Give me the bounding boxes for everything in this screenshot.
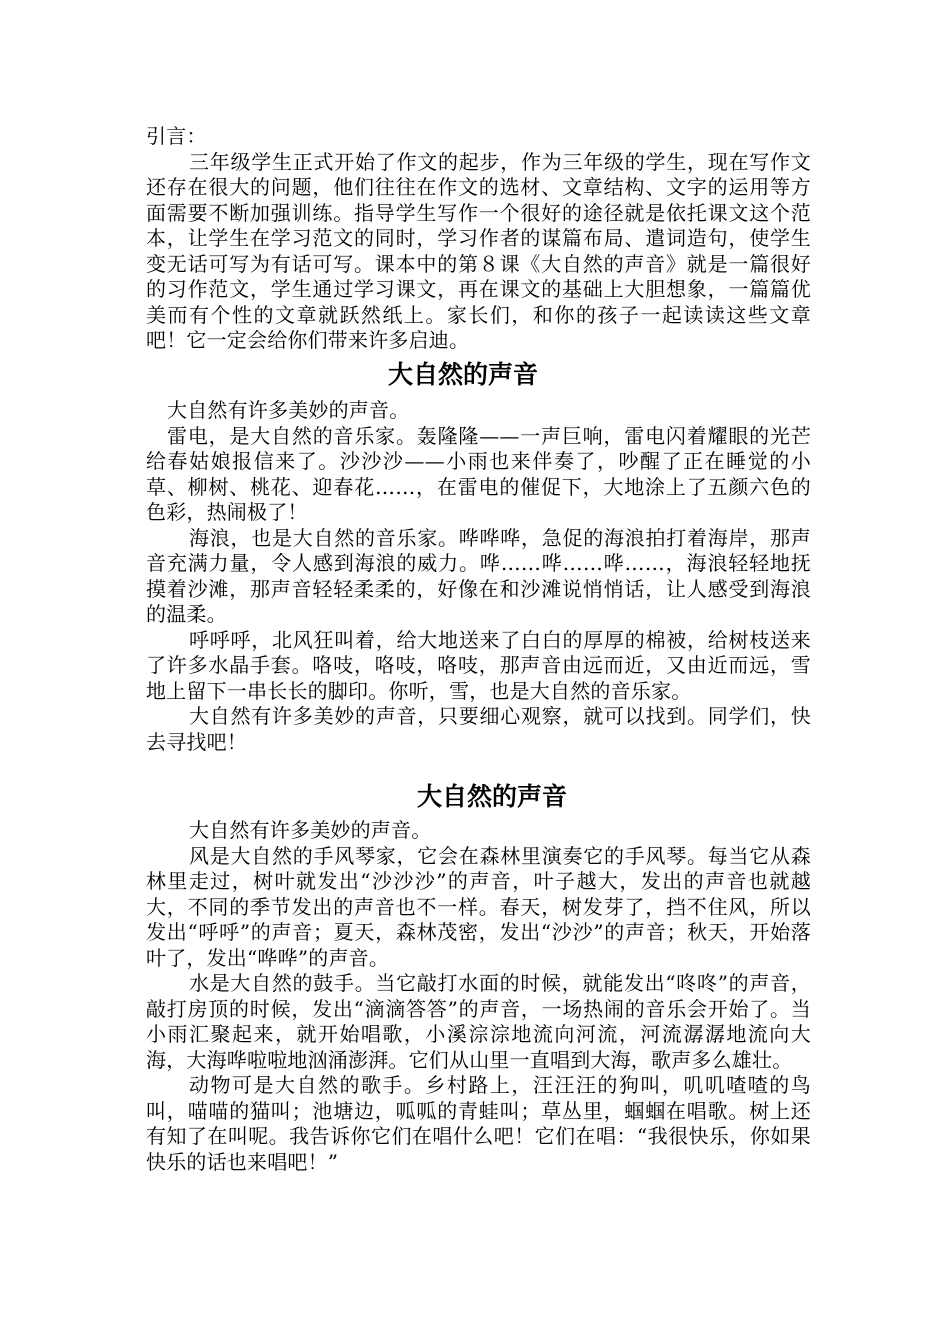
essay2-paragraph: 水是大自然的鼓手。当它敲打水面的时候，就能发出“咚咚”的声音，敲打房顶的时候，发出“滴滴答答”的声音，一场热闹的音乐会开始了。当小雨汇聚起来，就开始唱歌，小溪淙淙地流向河流，河流潺潺地流向大海，大海哗啦啦地汹涌澎湃。它们从山里一直唱到大海，歌声多么雄壮。 — [146, 971, 811, 1072]
essay2-body — [146, 818, 811, 1175]
essay2-title: 大自然的声音 — [417, 782, 568, 811]
essay2-paragraph: 动物可是大自然的歌手。乡村路上，汪汪汪的狗叫，叽叽喳喳的鸟叫，喵喵的猫叫；池塘边，呱呱的青蛙叫；草丛里，蝈蝈在唱歌。树上还有知了在叫呢。我告诉你它们在唱什么吧！它们在唱：“我很快乐，你如果快乐的话也来唱吧！” — [146, 1073, 811, 1174]
intro-paragraph: 三年级学生正式开始了作文的起步，作为三年级的学生，现在写作文还存在很大的问题，他们往往在作文的选材、文章结构、文字的运用等方面需要不断加强训练。指导学生写作一个很好的途径就是依托课文这个范本，让学生在学习范文的同时，学习作者的谋篇布局、遣词造句，使学生变无话可写为有话可写。课本中的第８课《大自然的声音》就是一篇很好的习作范文，学生通过学习课文，再在课文的基础上大胆想象，一篇篇优美而有个性的文章就跃然纸上。家长们，和你的孩子一起读读这些文章吧！它一定会给你们带来许多启迪。 — [146, 149, 811, 352]
essay1-paragraph: 雷电，是大自然的音乐家。轰隆隆——一声巨响，雷电闪着耀眼的光芒给春姑娘报信来了。沙沙沙——小雨也来伴奏了，吵醒了正在睡觉的小草、柳树、桃花、迎春花……，在雷电的催促下，大地涂上了五颜六色的色彩，热闹极了！ — [146, 423, 811, 524]
essay1-paragraph: 海浪，也是大自然的音乐家。哗哗哗，急促的海浪拍打着海岸，那声音充满力量，令人感到海浪的威力。哗……哗……哗……，海浪轻轻地抚摸着沙滩，那声音轻轻柔柔的，好像在和沙滩说悄悄话，让人感受到海浪的温柔。 — [146, 525, 811, 626]
intro-label: 引言： — [146, 124, 207, 148]
essay1-paragraph: 呼呼呼，北风狂叫着，给大地送来了白白的厚厚的棉被，给树枝送来了许多水晶手套。咯吱，咯吱，咯吱，那声音由远而近，又由近而远，雪地上留下一串长长的脚印。你听，雪，也是大自然的音乐家。 — [146, 627, 811, 703]
intro-section — [146, 124, 811, 354]
essay1-body — [146, 398, 811, 755]
essay1-title: 大自然的声音 — [388, 360, 539, 389]
essay1-paragraph: 大自然有许多美妙的声音，只要细心观察，就可以找到。同学们，快去寻找吧！ — [146, 704, 811, 754]
essay1-paragraph: 大自然有许多美妙的声音。 — [167, 398, 410, 422]
essay2-paragraph: 大自然有许多美妙的声音。 — [189, 818, 432, 842]
essay2-paragraph: 风是大自然的手风琴家，它会在森林里演奏它的手风琴。每当它从森林里走过，树叶就发出“沙沙沙”的声音，叶子越大，发出的声音也就越大，不同的季节发出的声音也不一样。春天，树发芽了，挡不住风，所以发出“呼呼”的声音；夏天，森林茂密，发出“沙沙”的声音；秋天，开始落叶了，发出“哗哗”的声音。 — [146, 843, 811, 970]
